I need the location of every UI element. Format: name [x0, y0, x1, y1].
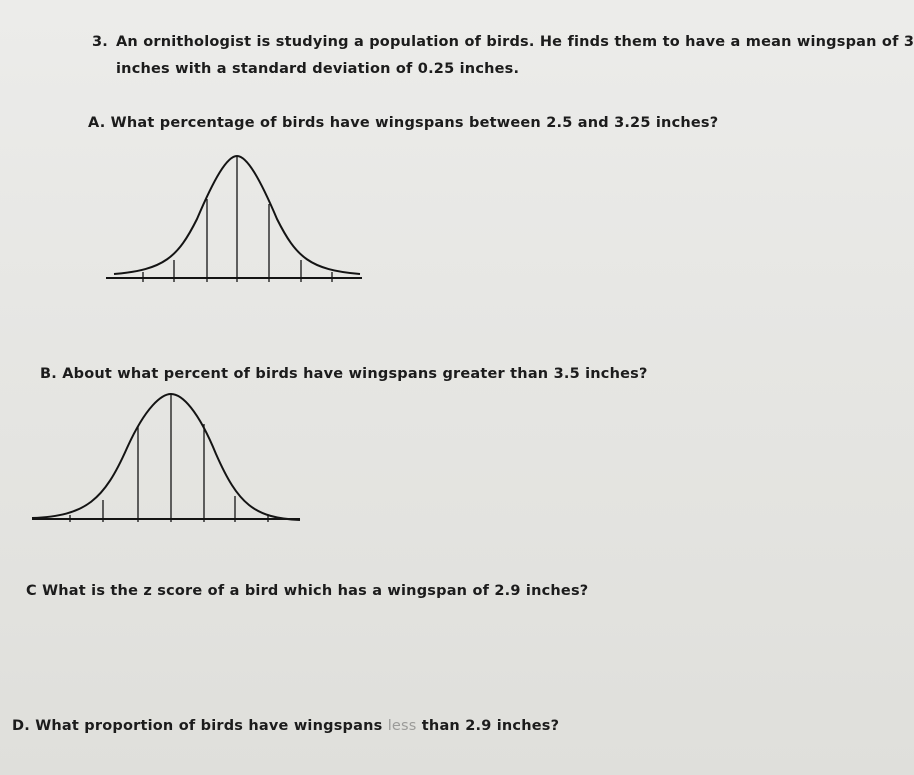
part-a-question [88, 115, 718, 131]
part-b-text: About what percent of birds have wingspans greater than 3.5 inches? [62, 366, 648, 382]
part-b-bell-curve [32, 394, 300, 520]
part-a-label: A. [88, 115, 106, 131]
part-c-question [26, 583, 588, 599]
part-b-question [40, 366, 648, 382]
question-3-line-1 [92, 34, 914, 50]
part-b-normal-curve [32, 392, 304, 532]
question-number: 3. [92, 34, 108, 50]
part-d-label: D. [12, 718, 30, 734]
question-text-line-1: An ornithologist is studying a population of birds. He finds them to have a mean wingspan of 3 [116, 34, 914, 50]
part-d-question [12, 718, 559, 734]
part-d-faint-word: less [387, 718, 417, 734]
part-c-label: C [26, 583, 37, 599]
part-d-text-end: than 2.9 inches? [421, 718, 560, 734]
part-b-label: B. [40, 366, 57, 382]
part-d-text: What proportion of birds have wingspans [35, 718, 383, 734]
part-c-text: What is the z score of a bird which has a wingspan of 2.9 inches? [42, 583, 589, 599]
part-a-text: What percentage of birds have wingspans between 2.5 and 3.25 inches? [110, 115, 719, 131]
question-3-line-2: inches with a standard deviation of 0.25 inches. [116, 61, 520, 77]
part-a-normal-curve [106, 154, 366, 286]
